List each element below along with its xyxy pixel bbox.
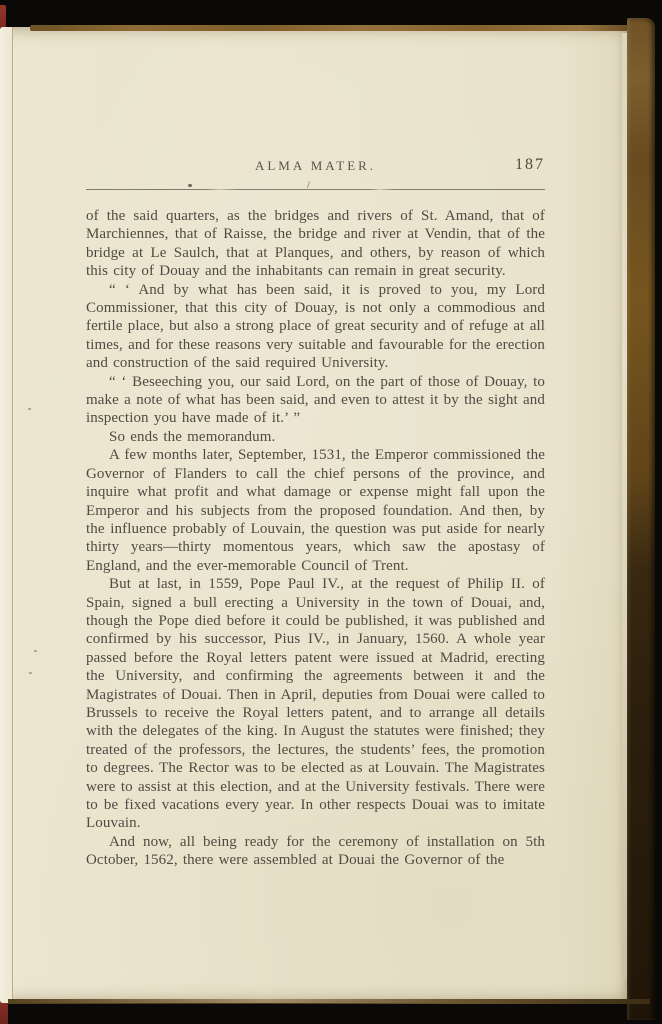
page-header — [86, 158, 545, 176]
header-rule — [86, 189, 545, 190]
page-left-edge — [0, 27, 13, 1003]
dust-speck — [29, 672, 32, 674]
dust-speck — [28, 408, 31, 410]
paragraph: “ ‘ And by what has been said, it is proved to you, my Lord Commissioner, that this city of Douay, is not only a commodious and fertile place, but also a strong place of great security and of refuge at all times, and for these reasons very suitable and favourable for the erection and construction of the said required University. — [86, 281, 545, 372]
page-text — [86, 207, 545, 870]
paragraph: of the said quarters, as the bridges and rivers of St. Amand, that of Marchiennes, that of Raisse, the bridge and river at Vendin, that of the bridge at Le Saulch, that at Planques, and others, by reason of which this city of Douay and the inhabitants can remain in great security. — [86, 208, 545, 280]
paragraph: But at last, in 1559, Pope Paul IV., at the request of Philip II. of Spain, signed a bull erecting a University in the town of Douai, and, though the Pope died before it could be published, it was published and confirmed by his successor, Pius IV., in January, 1560. A whole year passed before the Royal letters patent were issued at Madrid, erecting the University, and confirming the agreements between it and the Magistrates of Douai. Then in April, deputies from Douai were called to Brussels to receive the Royal letters patent, and to arrange all details with the delegates of the king. In August the statutes were finished; they treated of the professors, the lectures, the students’ fees, the promotion to degrees. The Rector was to be elected as at Louvain. The Magistrates were to assist at this election, and at the University festivals. There were to be fixed vacations every year. In other respects Douai was to imitate Louvain. — [86, 576, 545, 832]
paragraph: A few months later, September, 1531, the Emperor commissioned the Governor of Flanders to call the chief persons of the province, and inquire what profit and what damage or expense might fall upon the Emperor and his subjects from the proposed foundation. And then, by the influence probably of Louvain, the question was put aside for nearly thirty years—thirty momentous years, which saw the apostasy of England, and the ever-memorable Council of Trent. — [86, 447, 545, 574]
page-content — [86, 158, 545, 870]
ink-dot — [188, 184, 192, 187]
paragraph: “ ‘ Beseeching you, our said Lord, on the part of those of Douay, to make a note of what has been said, and even to attest it by the sight and inspection you have made of it.’ ” — [86, 373, 545, 427]
page-top-gilt-edge — [30, 25, 628, 31]
book-cover-edge — [627, 18, 655, 1020]
running-title: ALMA MATER. — [254, 158, 377, 173]
page-number: 187 — [515, 156, 545, 173]
paragraph: And now, all being ready for the ceremony of installation on 5th October, 1562, there were assembled at Douai the Governor of the — [86, 833, 545, 869]
page-bottom-edge — [8, 999, 650, 1004]
dust-speck — [34, 650, 37, 652]
paragraph: So ends the memorandum. — [109, 428, 276, 445]
book-page — [0, 27, 628, 1003]
ink-slash-mark — [307, 181, 310, 188]
